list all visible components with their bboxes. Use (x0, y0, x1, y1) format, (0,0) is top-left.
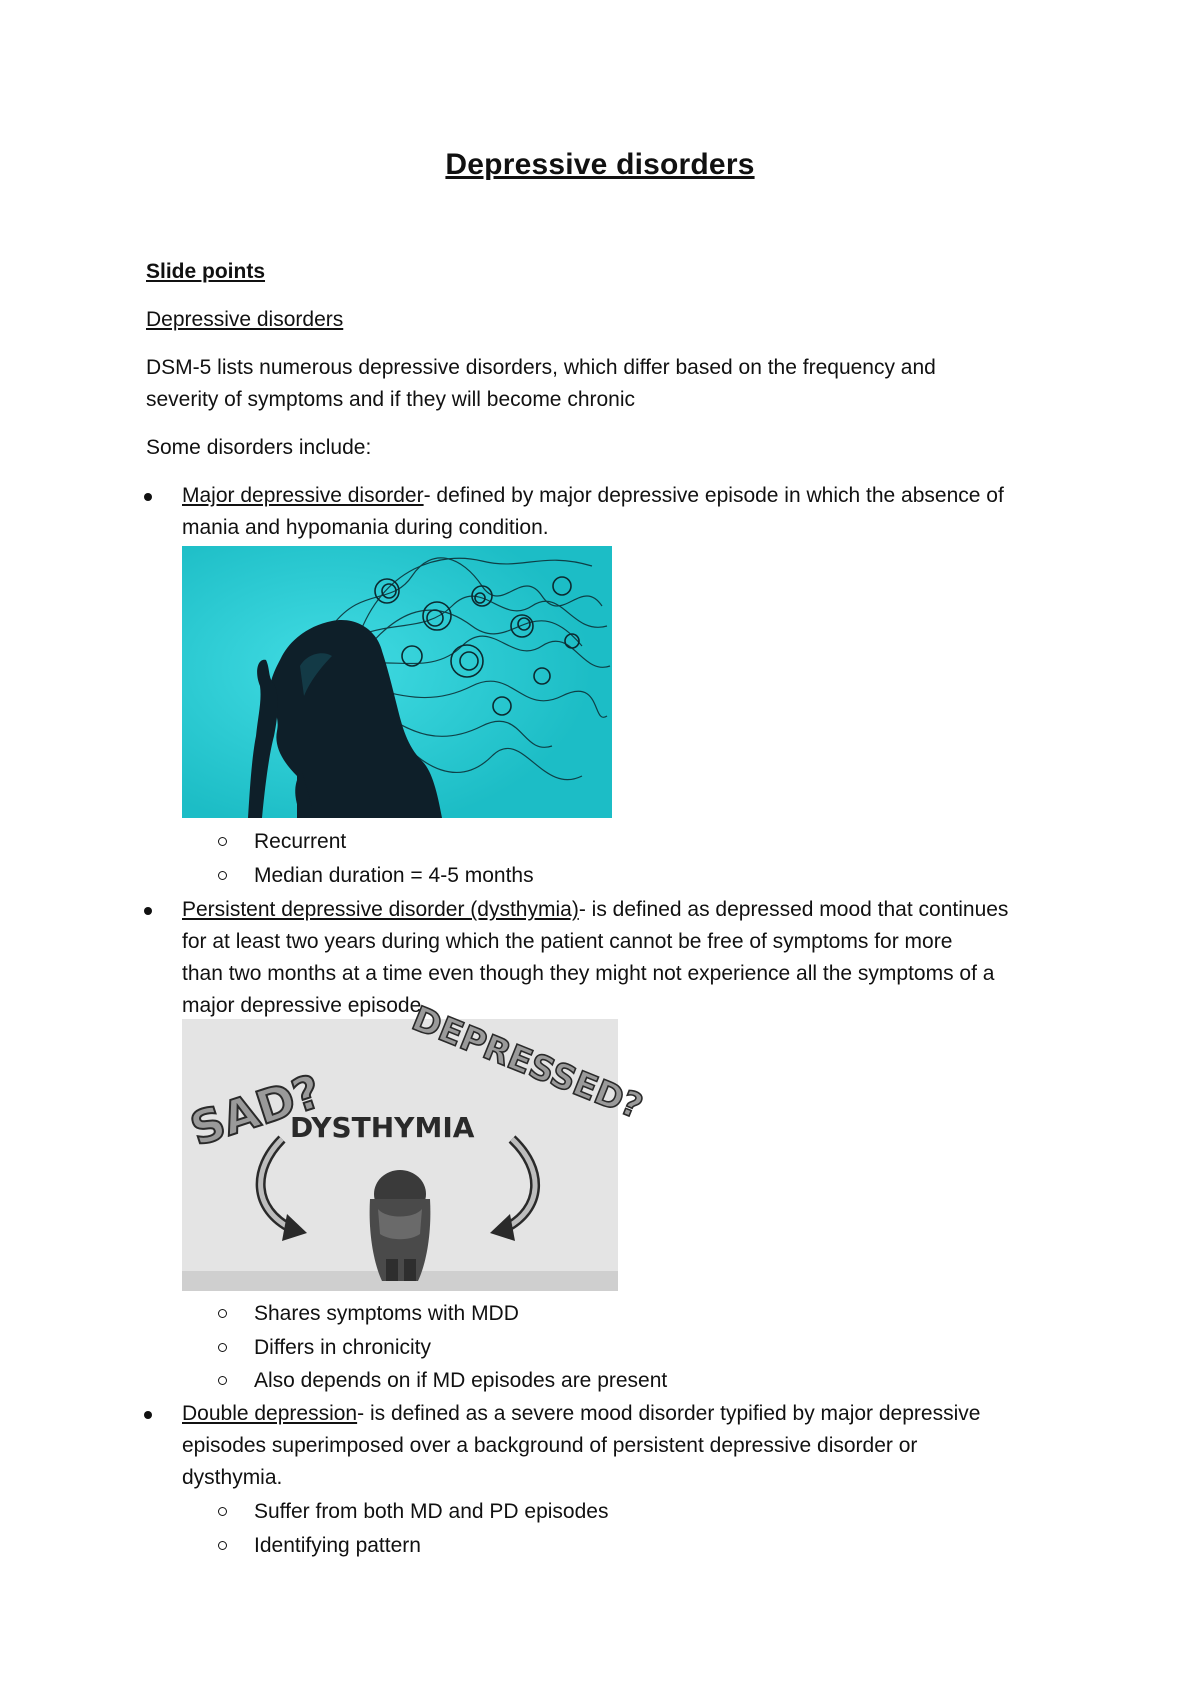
document-page: Depressive disorders Slide points Depressive disorders DSM-5 lists numerous depressive disorders, which differ based on the frequency and severity of symptoms and if they will become chronic Some disorders include: Major depressive disorder- defined by major depressive episode in which the absence of mania and hypomania during condition. Recurrent Median duration = 4-5 months Persistent depressive disorder (dysthymia)- is defined as depressed mood that continues for at least two years during which the patient cannot be free of symptoms for more than two months at a time even though they might not experience all the symptoms of a major depressive episode. SAD? DEPRESSED? DYSTHYMIA Shares symptoms with MDD Differs in chronicity Also depends on if MD episodes are present Double depression- is defined as a severe mood disorder typified by major depressive episodes superimposed over a background of persistent depressive disorder or dysthymia. Suffer from both MD and PD episodes Identifying pattern (0, 0, 1200, 1698)
sub-bullet-icon (218, 1541, 227, 1550)
definition-line: mania and hypomania during condition. (182, 516, 549, 539)
sub-bullet-icon (218, 1309, 227, 1318)
sub-bullet-icon (218, 1343, 227, 1352)
term: Persistent depressive disorder (dysthymia) (182, 898, 579, 921)
section-heading: Slide points (146, 260, 266, 283)
intro-line: DSM-5 lists numerous depressive disorders, which differ based on the frequency and (146, 356, 936, 379)
some-include-line: Some disorders include: (146, 436, 372, 459)
bullet-icon (144, 1411, 152, 1419)
sub-bullet-icon (218, 837, 227, 846)
term: Major depressive disorder (182, 484, 424, 507)
depression-silhouette-image (182, 546, 612, 818)
sub-bullet-icon (218, 871, 227, 880)
definition-line: dysthymia. (182, 1466, 283, 1489)
definition-line: episodes superimposed over a background of persistent depressive disorder or (182, 1434, 918, 1457)
sub-bullet-icon (218, 1376, 227, 1385)
definition: - is defined as depressed mood that continues (578, 898, 1009, 921)
definition-line: for at least two years during which the patient cannot be free of symptoms for more (182, 930, 953, 953)
bullet-icon (144, 493, 152, 501)
definition: - defined by major depressive episode in which the absence of (423, 484, 1004, 507)
definition-line: major depressive episode. (182, 994, 428, 1017)
bullet-icon (144, 907, 152, 915)
definition: - is defined as a severe mood disorder typified by major depressive (357, 1402, 981, 1425)
term: Double depression (182, 1402, 358, 1425)
definition-line: than two months at a time even though they might not experience all the symptoms of a (182, 962, 995, 985)
sad-word: SAD? (183, 1063, 328, 1157)
dysthymia-word: DYSTHYMIA (290, 1111, 475, 1144)
sub-bullet-icon (218, 1507, 227, 1516)
intro-paragraph (146, 352, 936, 416)
page-title: Depressive disorders (445, 148, 755, 181)
intro-line: severity of symptoms and if they will become chronic (146, 388, 636, 411)
subheading: Depressive disorders (146, 308, 344, 331)
depressed-word: DEPRESSED? (406, 998, 649, 1128)
